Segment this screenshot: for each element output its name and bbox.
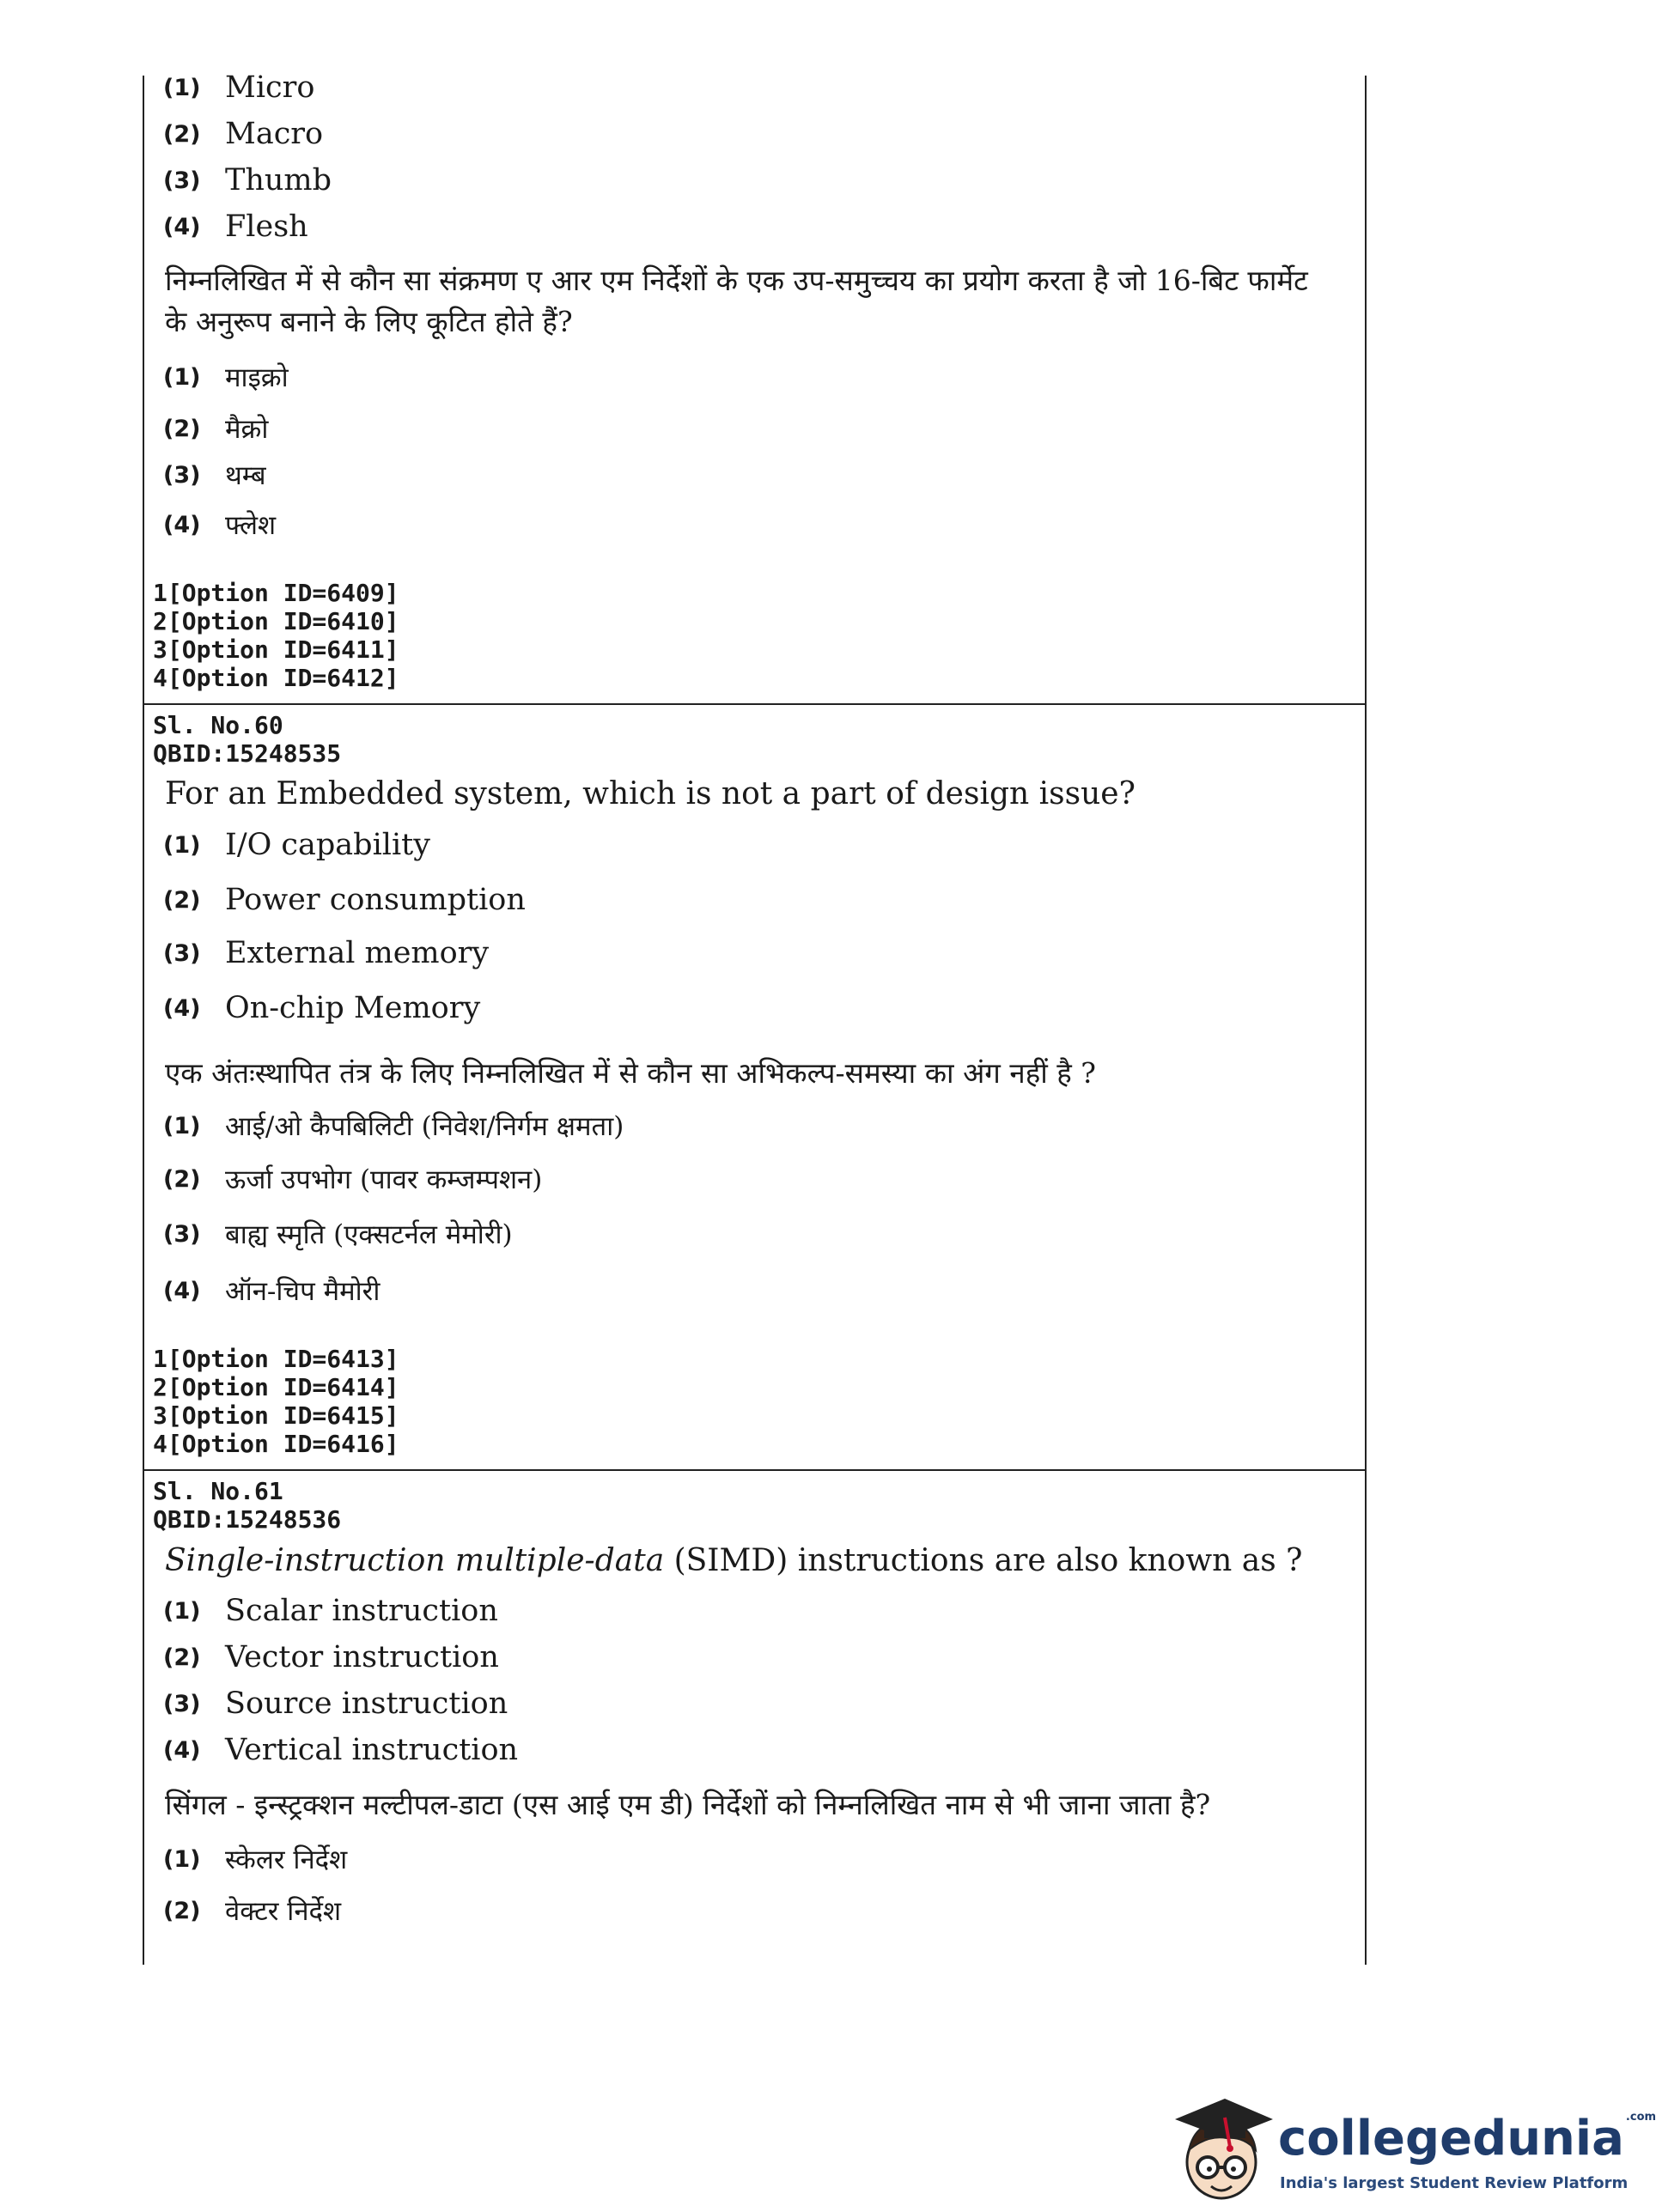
option-en-2: (2) Macro [163, 117, 324, 151]
serial-number: Sl. No.61 [153, 1477, 283, 1505]
option-id: 1[Option ID=6413] [153, 1345, 399, 1373]
option-hi-2: (2) मैक्रो [163, 414, 269, 445]
option-id: 1[Option ID=6409] [153, 579, 399, 607]
option-id: 2[Option ID=6410] [153, 607, 399, 635]
question-text-hindi: एक अंतःस्थापित तंत्र के लिए निम्नलिखित में से कौन सा अभिकल्प-समस्या का अंग नहीं है ? [165, 1056, 1096, 1090]
option-hi-1: (1) माइक्रो [163, 362, 289, 393]
section-divider [143, 1469, 1367, 1471]
option-hi-3: (3) थम्ब [163, 460, 266, 491]
option-hi-1: (1) स्केलर निर्देश [163, 1844, 348, 1875]
option-hi-1: (1) आई/ओ कैपबिलिटी (निवेश/निर्गम क्षमता) [163, 1111, 624, 1142]
brand-suffix: .com [1625, 2111, 1656, 2124]
serial-number: Sl. No.60 [153, 711, 283, 739]
option-en-3: (3) Source instruction [163, 1686, 508, 1721]
option-en-4: (4) Flesh [163, 210, 308, 244]
question-text-hindi: सिंगल - इन्स्ट्रक्शन मल्टीपल-डाटा (एस आई एम डी) निर्देशों को निम्नलिखित नाम से भी जाना जाता है? [165, 1788, 1211, 1821]
option-en-3: (3) External memory [163, 936, 490, 970]
option-en-1: (1) Scalar instruction [163, 1594, 498, 1628]
mascot-icon [1170, 2094, 1275, 2205]
qbid: QBID:15248536 [153, 1505, 342, 1534]
option-id: 4[Option ID=6412] [153, 664, 399, 692]
question-header [153, 1477, 341, 1534]
option-en-2: (2) Power consumption [163, 883, 526, 917]
option-en-2: (2) Vector instruction [163, 1640, 499, 1674]
question-text-english [165, 1541, 1302, 1581]
collegedunia-logo[interactable] [1170, 2094, 1656, 2205]
question-rest: (SIMD) instructions are also known as ? [664, 1543, 1303, 1578]
question-text-hindi: निम्नलिखित में से कौन सा संक्रमण ए आर एम निर्देशों के एक उप-समुच्चय का प्रयोग करता है जो 16-बिट फार्मेट के अनुरूप बनाने के लिए कूटित होते हैं? [165, 264, 1308, 338]
option-en-3: (3) Thumb [163, 163, 332, 198]
option-id: 3[Option ID=6415] [153, 1401, 399, 1430]
option-hi-4: (4) ऑन-चिप मैमोरी [163, 1276, 381, 1307]
option-id-list [153, 579, 399, 692]
option-hi-3: (3) बाह्य स्मृति (एक्सटर्नल मेमोरी) [163, 1219, 513, 1250]
question-header [153, 711, 341, 768]
option-en-4: (4) On-chip Memory [163, 991, 481, 1025]
question-text-english: For an Embedded system, which is not a part of design issue? [165, 776, 1135, 811]
question-italic-term: Single-instruction multiple-data [165, 1543, 665, 1578]
option-id-list [153, 1345, 399, 1458]
option-en-1: (1) I/O capability [163, 828, 431, 862]
brand-name: collegedunia $^{.com}$ [1278, 2111, 1656, 2166]
option-en-4: (4) Vertical instruction [163, 1733, 519, 1767]
section-divider [143, 703, 1367, 705]
option-id: 2[Option ID=6414] [153, 1373, 399, 1401]
option-id: 3[Option ID=6411] [153, 635, 399, 664]
brand-tagline: India's largest Student Review Platform [1280, 2174, 1629, 2192]
option-hi-2: (2) वेक्टर निर्देश [163, 1896, 342, 1927]
option-id: 4[Option ID=6416] [153, 1430, 399, 1458]
option-hi-4: (4) फ्लेश [163, 510, 277, 541]
option-en-1: (1) Micro [163, 70, 315, 105]
option-hi-2: (2) ऊर्जा उपभोग (पावर कम्जम्पशन) [163, 1164, 543, 1195]
qbid: QBID:15248535 [153, 739, 342, 768]
